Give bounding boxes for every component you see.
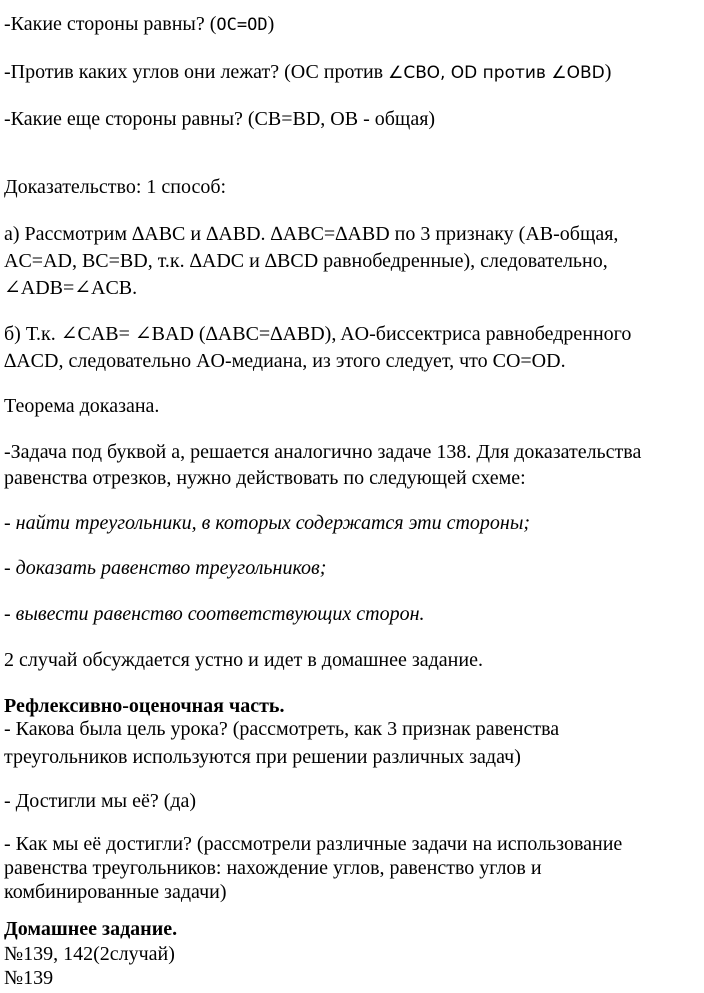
- step-text: вывести равенство соответствующих сторон.: [15, 603, 425, 625]
- math-expression: ∠CBO, OD против ∠OBD: [388, 63, 605, 83]
- question-equal-sides: [4, 12, 696, 37]
- question-text: -Против каких углов они лежат? (ОС против: [4, 61, 389, 83]
- case-2-note: 2 случай обсуждается устно и идет в домашнее задание.: [4, 649, 483, 671]
- list-dash: -: [4, 557, 16, 579]
- task-line-2: равенства отрезков, нужно действовать по следующей схеме:: [4, 467, 526, 489]
- homework-heading: Домашнее задание.: [4, 918, 178, 940]
- question-text: -Какие стороны равны? (: [4, 13, 217, 35]
- proof-b-line-2: ∆ACD, следовательно AO-медиана, из этого следует, что CO=OD.: [4, 350, 566, 372]
- reflection-q3-line-2: равенства треугольников: нахождение углов, равенство углов и: [4, 857, 542, 879]
- list-dash: -: [4, 603, 16, 625]
- math-expression: OC=OD: [216, 15, 268, 35]
- proof-a-line-1: а) Рассмотрим ∆ABC и ∆ABD. ∆ABC=∆ABD по 3 признаку (AB-общая,: [4, 223, 619, 245]
- reflection-q2: - Достигли мы её? (да): [4, 790, 197, 812]
- proof-a-line-2: AC=AD, BC=BD, т.к. ∆ADC и ∆BCD равнобедренные), следовательно,: [4, 250, 608, 272]
- reflection-q1-line-2: треугольников используются при решении различных задач): [4, 746, 521, 768]
- scheme-step-3: [4, 602, 696, 626]
- step-text: найти треугольники, в которых содержатся эти стороны;: [15, 512, 531, 534]
- proof-a-line-3: ∠ADB=∠ACB.: [4, 277, 138, 299]
- question-opposite-angles: [4, 60, 696, 85]
- proof-heading: Доказательство: 1 способ:: [4, 176, 227, 198]
- proof-conclusion: Теорема доказана.: [4, 395, 160, 417]
- scheme-step-2: [4, 556, 696, 580]
- question-other-sides: -Какие еще стороны равны? (CB=BD, OB - общая): [4, 108, 436, 130]
- reflection-q1-line-1: - Какова была цель урока? (рассмотреть, как 3 признак равенства: [4, 718, 560, 740]
- reflection-heading: Рефлексивно-оценочная часть.: [4, 695, 285, 717]
- homework-line-2: №139: [4, 967, 54, 989]
- scheme-step-1: [4, 511, 696, 535]
- homework-line-1: №139, 142(2случай): [4, 943, 175, 965]
- step-text: доказать равенство треугольников;: [15, 557, 327, 579]
- reflection-q3-line-1: - Как мы её достигли? (рассмотрели различные задачи на использование: [4, 833, 623, 855]
- task-line-1: -Задача под буквой а, решается аналогично задаче 138. Для доказательства: [4, 441, 642, 463]
- closing-paren: ): [604, 61, 612, 83]
- proof-b-line-1: б) Т.к. ∠CAB= ∠BAD (∆ABC=∆ABD), AO-биссектриса равнобедренного: [4, 323, 632, 345]
- closing-paren: ): [267, 13, 275, 35]
- reflection-q3-line-3: комбинированные задачи): [4, 881, 227, 903]
- list-dash: -: [4, 512, 16, 534]
